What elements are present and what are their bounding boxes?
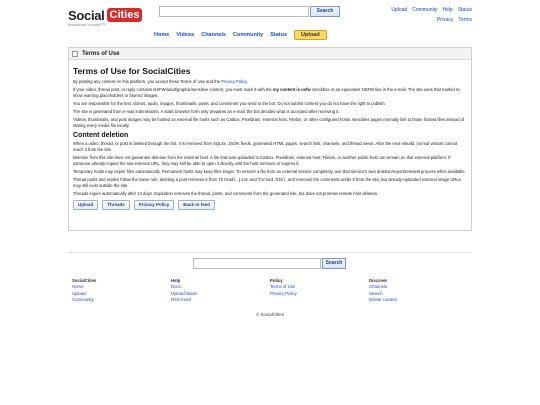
nsfw-marker: my content is nsfw: [272, 87, 311, 92]
footer-search-button[interactable]: Search: [322, 258, 346, 269]
terms-paragraph-responsibility: You are responsible for the text, videos, audio, images, thumbnails, posts, and comments you send to the bot. Do not submit content you do not have the right to publish.: [73, 101, 386, 106]
terms-paragraph-accept: [73, 79, 467, 85]
footer-column-heading: Policy: [270, 278, 283, 283]
footer-column-heading: Help: [171, 278, 181, 283]
top-link-privacy[interactable]: Privacy: [436, 17, 454, 23]
deletion-paragraph-1: When a video, thread, or post is deleted through the bot, it is removed from SQLite, JSON feeds, generated HTML pages, search lists, channels, and thread views. After the next rebuild, normal visitors cannot reach it from the site.: [73, 141, 458, 152]
footer-link-search[interactable]: Search: [369, 290, 383, 296]
footer-link-terms[interactable]: Terms of Use: [270, 284, 296, 290]
search-button[interactable]: Search: [310, 6, 340, 17]
footer-link-channels[interactable]: Channels: [369, 284, 388, 290]
main-nav: [154, 30, 327, 40]
terms-paragraph-nsfw: [73, 87, 467, 99]
terms-paragraph-email: The site is generated from e-mail submissions. A static browser form only prepares an e-mail; the bot decides what is accepted after receiving it.: [73, 109, 340, 114]
footer-link-docs[interactable]: Docs: [171, 284, 181, 290]
footer-link-home[interactable]: Home: [72, 284, 84, 290]
footer-link-delete-content[interactable]: Delete content: [369, 296, 397, 302]
top-link-community[interactable]: Community: [412, 7, 438, 13]
privacy-policy-link[interactable]: Privacy Policy: [221, 79, 247, 84]
footer-search-input[interactable]: [193, 258, 321, 269]
footer-link-rss[interactable]: RSS Feed: [171, 296, 191, 302]
deletion-paragraph-3: Temporary hosts may expire files automatically. Permanent hosts may keep files longer. To remove a file from an external service completely, use that service's own deletion/report/removal process when available.: [73, 169, 466, 174]
code-threads-json: threads.json: [218, 177, 249, 182]
text: .: [246, 79, 249, 84]
back-to-feed-button[interactable]: Back to feed: [178, 200, 215, 210]
deletion-paragraph-5: Threads expire automatically after 14 days. Expiration removes the thread, posts, and comments from the generated site, but does not promise remote host deletion.: [73, 191, 379, 196]
text: Thread posts and replies follow the same rule: deleting a post removes it from: [73, 177, 219, 182]
logo-word: Social: [68, 7, 105, 23]
copyright: © SocialCities: [255, 312, 285, 317]
top-link-terms[interactable]: Terms: [458, 17, 472, 23]
page-title: Terms of Use for SocialCities: [73, 66, 191, 76]
footer-column-heading: Discover: [369, 278, 388, 283]
footer-link-upload-status[interactable]: Upload status: [171, 290, 198, 296]
text: By posting any content on this platform, you accept these Terms of Use and the: [73, 79, 222, 84]
footer-column-socialcities: [72, 278, 171, 303]
code-thread-html: thread.html: [257, 177, 286, 182]
threads-button[interactable]: Threads: [102, 200, 130, 210]
text: and: [248, 177, 258, 182]
footer-link-upload[interactable]: Upload: [72, 290, 86, 296]
footer-column-discover: [369, 278, 468, 303]
footer-column-help: [171, 278, 270, 303]
site-tagline: Broadcast Yourself™: [68, 22, 106, 27]
footer-column-heading: SocialCities: [72, 278, 97, 283]
panel-header-title: Terms of Use: [82, 50, 120, 57]
footer-column-policy: [270, 278, 369, 303]
search-input[interactable]: [159, 6, 309, 17]
nav-upload-button[interactable]: Upload: [294, 30, 327, 40]
top-links-secondary: [437, 17, 472, 23]
top-links: [391, 7, 472, 13]
document-icon: [72, 51, 78, 57]
upload-button[interactable]: Upload: [73, 200, 98, 210]
top-link-upload[interactable]: Upload: [391, 7, 408, 13]
top-link-status[interactable]: Status: [457, 7, 472, 13]
terms-panel: [68, 47, 472, 231]
panel-buttons: [73, 200, 467, 210]
text: checkbox or an equivalent NSFW line in the e-mail. The site uses that marker to show warning placeholders or blurred images.: [73, 87, 460, 98]
footer-divider: [68, 252, 472, 253]
section-heading-deletion: Content deletion: [73, 132, 129, 139]
nav-home[interactable]: Home: [154, 32, 170, 38]
nav-community[interactable]: Community: [232, 32, 264, 38]
nav-status[interactable]: Status: [270, 32, 288, 38]
panel-body: [69, 60, 471, 210]
footer-link-privacy[interactable]: Privacy Policy: [270, 290, 297, 296]
terms-paragraph-hosting: Videos, thumbnails, and post images may be hosted on external file hosts such as Catbox, Pixeldrain, external host, Filebin, or other configured hosts. Neocities pages normally link to those hosted files instead of storing every media file locally.: [73, 117, 465, 128]
deletion-paragraph-2: Deletion from this site does not guarantee deletion from the external host. A file that was uploaded to Catbox, Pixeldrain, external host, Filebin, or another public host can remain on that external platform. If someone already copied the raw external URL, they may still be able to open it directly until the host removes or expires it.: [73, 155, 451, 166]
footer-columns: [72, 278, 468, 303]
text: , and removes the comments under it from the site, but already-uploaded external image URLs may still exist outside the site.: [73, 177, 461, 188]
privacy-policy-button[interactable]: Privacy Policy: [134, 200, 175, 210]
logo-badge: Cities: [107, 8, 143, 22]
top-link-help[interactable]: Help: [442, 7, 453, 13]
footer-link-community[interactable]: Community: [72, 296, 94, 302]
text: If your video, thread post, or reply contains NSFW/adult/graphic/sensitive content, you must mark it with the: [73, 87, 273, 92]
nav-channels[interactable]: Channels: [201, 32, 226, 38]
nav-videos[interactable]: Videos: [176, 32, 195, 38]
deletion-paragraph-4: [73, 177, 467, 189]
panel-header: [69, 48, 471, 60]
